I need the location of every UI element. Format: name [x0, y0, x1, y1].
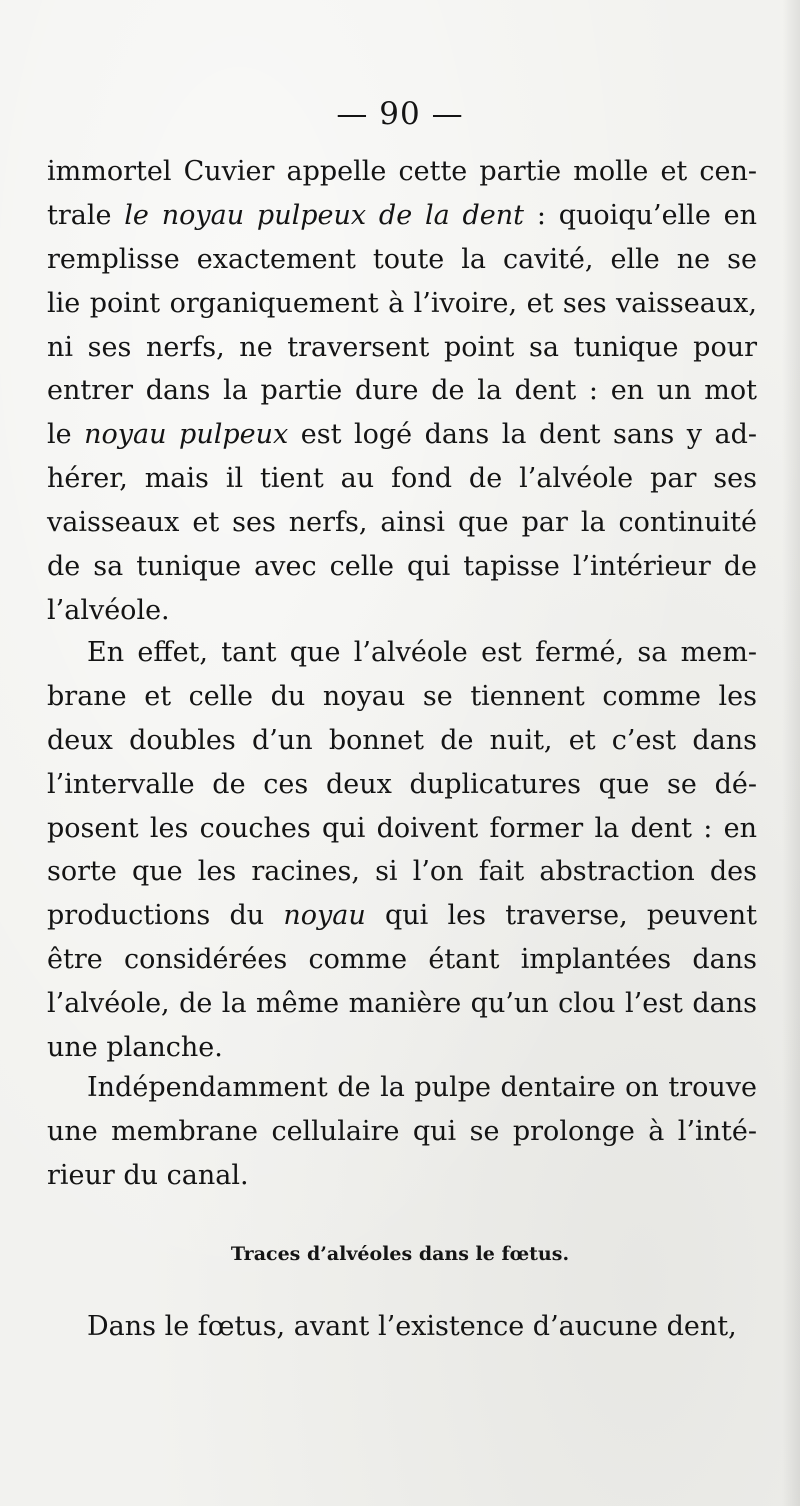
- paragraph-3: [47, 1066, 757, 1198]
- page-number: — 90 —: [336, 96, 464, 132]
- text-line: vaisseaux et ses nerfs, ainsi que par la continuité: [47, 507, 757, 539]
- paragraph-1: [47, 150, 757, 633]
- text-line: trale le noyau pulpeux de la dent : quoiqu’elle en: [47, 199, 757, 231]
- text-line: lie point organiquement à l’ivoire, et ses vaisseaux,: [47, 287, 757, 319]
- text-line: rieur du canal.: [47, 1159, 249, 1191]
- text-line: le noyau pulpeux est logé dans la dent sans y ad-: [47, 419, 757, 451]
- text-line: de sa tunique avec celle qui tapisse l’intérieur de: [47, 551, 757, 583]
- text-line: l’alvéole.: [47, 594, 170, 626]
- text-line: ni ses nerfs, ne traversent point sa tunique pour: [47, 331, 757, 363]
- italic-phrase: noyau pulpeux: [84, 419, 289, 451]
- text-line: une membrane cellulaire qui se prolonge à l’inté-: [47, 1115, 757, 1147]
- italic-phrase: noyau: [283, 900, 366, 932]
- text-line: l’intervalle de ces deux duplicatures que se dé-: [47, 768, 757, 800]
- text-line: être considérées comme étant implantées dans: [47, 944, 757, 976]
- italic-phrase: le noyau pulpeux de la dent: [124, 199, 525, 231]
- text-line: productions du noyau qui les traverse, peuvent: [47, 900, 757, 932]
- text-line: posent les couches qui doivent former la dent : en: [47, 812, 757, 844]
- section-heading: Traces d’alvéoles dans le fœtus.: [230, 1243, 570, 1265]
- text-line: hérer, mais il tient au fond de l’alvéole par ses: [47, 463, 757, 495]
- text-line: Dans le fœtus, avant l’existence d’aucune dent,: [87, 1311, 737, 1342]
- text-line: En effet, tant que l’alvéole est fermé, sa mem-: [87, 637, 757, 668]
- text-line: deux doubles d’un bonnet de nuit, et c’est dans: [47, 724, 757, 756]
- text-line: immortel Cuvier appelle cette partie molle et cen-: [47, 156, 757, 187]
- paragraph-4: [47, 1305, 757, 1349]
- text-line: entrer dans la partie dure de la dent : en un mot: [47, 375, 757, 407]
- text-line: l’alvéole, de la même manière qu’un clou l’est dans: [47, 988, 757, 1020]
- text-line: brane et celle du noyau se tiennent comme les: [47, 680, 757, 712]
- paragraph-2: [47, 631, 757, 1070]
- text-line: une planche.: [47, 1032, 223, 1064]
- text-line: Indépendamment de la pulpe dentaire on trouve: [87, 1072, 757, 1103]
- text-line: remplisse exactement toute la cavité, elle ne se: [47, 243, 757, 275]
- text-line: sorte que les racines, si l’on fait abstraction des: [47, 856, 757, 888]
- page-edge-shadow: [782, 0, 800, 1506]
